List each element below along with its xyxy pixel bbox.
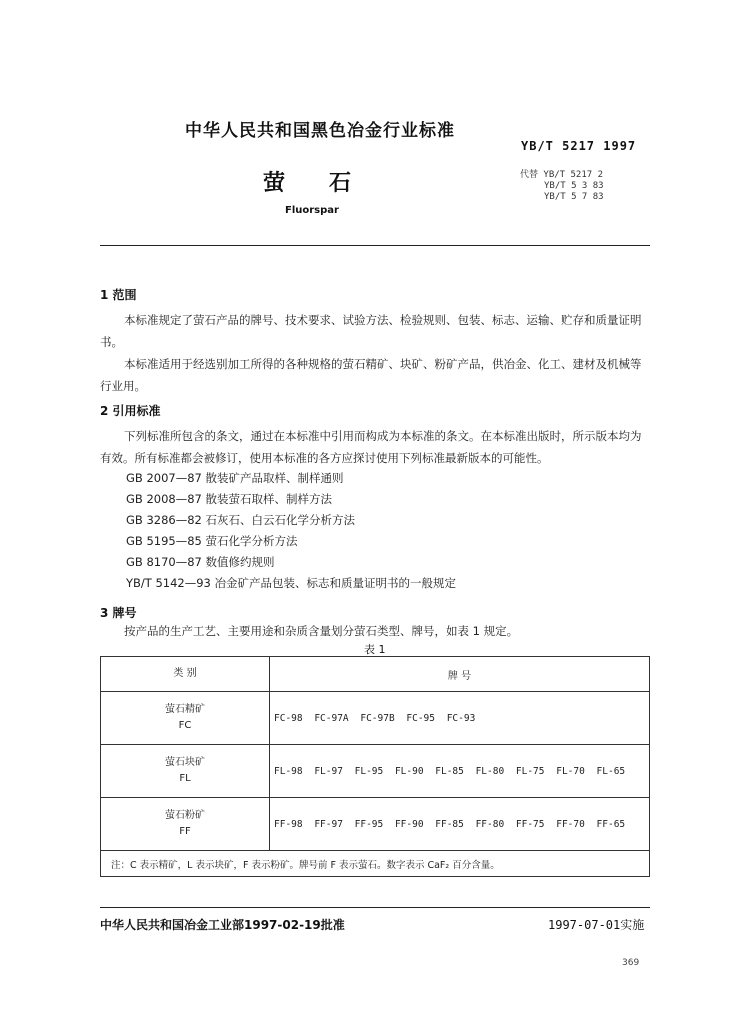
table-row	[101, 745, 650, 798]
section-3-heading: 3 牌号	[100, 606, 137, 620]
section-1-heading: 1 范围	[100, 288, 137, 302]
category-name: 萤石块矿	[165, 757, 205, 768]
issuer-title: 中华人民共和国黑色冶金行业标准	[185, 121, 455, 141]
standard-number: YB/T 5217 1997	[521, 139, 637, 153]
effective-date: 1997-07-01实施	[548, 918, 645, 932]
header-rule	[100, 245, 650, 246]
document-title: 萤石	[263, 171, 396, 196]
ref-item: GB 2008—87 散装萤石取样、制样方法	[126, 492, 333, 506]
category-cell	[101, 692, 270, 745]
grades-cell: FF-98 FF-97 FF-95 FF-90 FF-85 FF-80 FF-75 FF-70 FF-65	[270, 798, 650, 851]
replaces-line: 代替 YB/T 5217 2	[520, 170, 604, 180]
table-header-row	[101, 657, 650, 692]
category-name: 萤石精矿	[165, 704, 205, 715]
section-1-para-1: 本标准规定了萤石产品的牌号、技术要求、试验方法、检验规则、包装、标志、运输、贮存和质量证明书。	[100, 313, 642, 349]
approval-line: 中华人民共和国冶金工业部1997-02-19批准	[100, 918, 345, 932]
table-caption: 表 1	[364, 643, 386, 656]
grades-cell: FC-98 FC-97A FC-97B FC-95 FC-93	[270, 692, 650, 745]
section-3-para-1: 按产品的生产工艺、主要用途和杂质含量划分萤石类型、牌号，如表 1 规定。	[124, 624, 519, 638]
header-grade: 牌 号	[270, 657, 650, 692]
replaces-block	[520, 170, 604, 203]
section-2-heading: 2 引用标准	[100, 404, 161, 418]
grades-cell: FL-98 FL-97 FL-95 FL-90 FL-85 FL-80 FL-75 FL-70 FL-65	[270, 745, 650, 798]
category-cell	[101, 798, 270, 851]
section-2-para-1: 下列标准所包含的条文，通过在本标准中引用而构成为本标准的条文。在本标准出版时，所示版本均为有效。所有标准都会被修订，使用本标准的各方应探讨使用下列标准最新版本的可能性。	[100, 429, 642, 465]
header-category: 类 别	[101, 657, 270, 692]
table-note: 注：C 表示精矿，L 表示块矿，F 表示粉矿。牌号前 F 表示萤石。数字表示 CaF₂ 百分含量。	[101, 851, 650, 877]
ref-item: GB 2007—87 散装矿产品取样、制样通则	[126, 471, 344, 485]
category-code: FL	[179, 773, 191, 784]
ref-item: GB 8170—87 数值修约规则	[126, 555, 275, 569]
category-cell	[101, 745, 270, 798]
ref-item: GB 3286—82 石灰石、白云石化学分析方法	[126, 513, 356, 527]
replaces-line: YB/T 5 3 83	[544, 181, 604, 191]
english-title: Fluorspar	[285, 205, 339, 216]
ref-item: YB/T 5142—93 冶金矿产品包装、标志和质量证明书的一般规定	[126, 576, 457, 590]
table-note-row	[101, 851, 650, 877]
grade-table	[100, 656, 650, 877]
table-row	[101, 692, 650, 745]
footer-rule	[100, 907, 650, 908]
category-code: FC	[178, 720, 192, 731]
ref-item: GB 5195—85 萤石化学分析方法	[126, 534, 298, 548]
table-row	[101, 798, 650, 851]
category-code: FF	[179, 826, 191, 837]
category-name: 萤石粉矿	[165, 810, 205, 821]
replaces-line: YB/T 5 7 83	[544, 192, 604, 202]
section-1-para-2: 本标准适用于经选别加工所得的各种规格的萤石精矿、块矿、粉矿产品，供冶金、化工、建材及机械等行业用。	[100, 357, 642, 393]
page-number: 369	[622, 958, 640, 968]
